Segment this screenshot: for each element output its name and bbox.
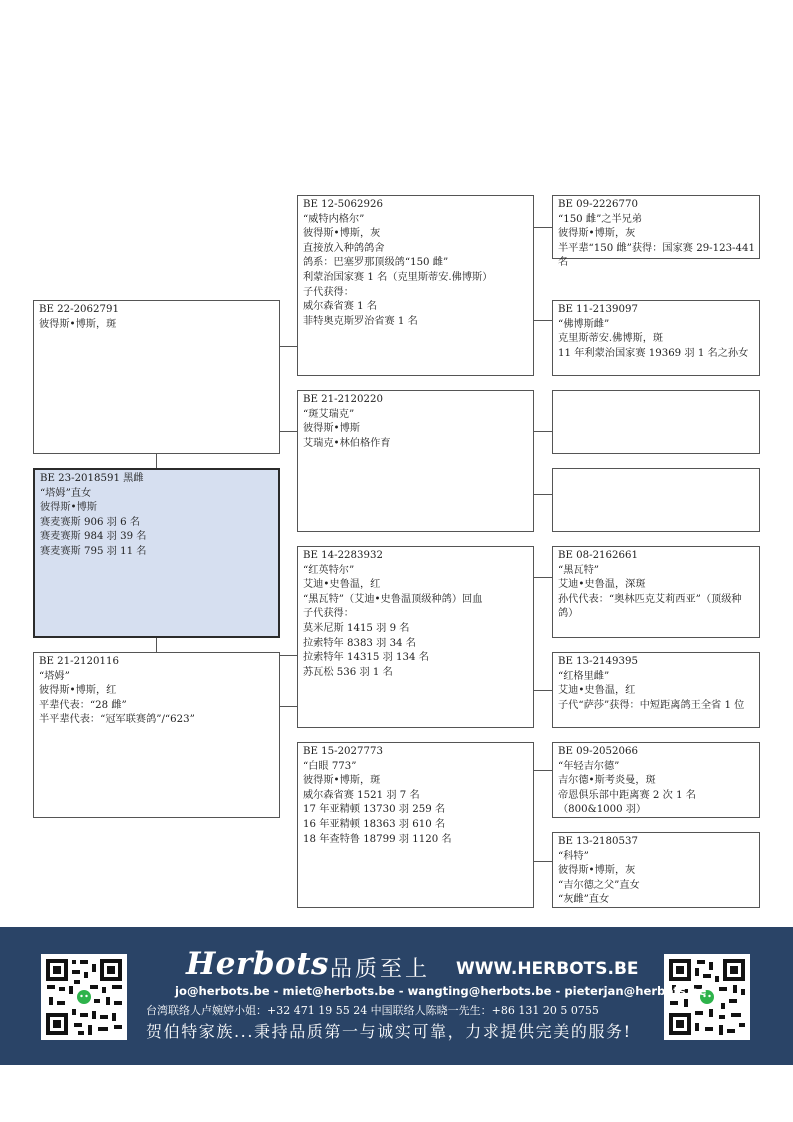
pedigree-line: 18 年查特鲁 18799 羽 1120 名	[303, 833, 452, 845]
brand-logo: Herbots	[186, 946, 329, 982]
connector	[279, 706, 297, 707]
company-motto: 贺伯特家族...秉持品质第一与诚实可靠，力求提供完美的服务!	[146, 1022, 632, 1041]
pedigree-line: BE 09-2226770	[558, 199, 638, 210]
qr-code-left[interactable]	[41, 954, 127, 1040]
connector	[279, 655, 297, 656]
connector	[533, 577, 553, 578]
pedigree-line: BE 22-2062791	[39, 304, 119, 315]
connector	[279, 346, 297, 347]
pedigree-line: “佛博斯雌”	[558, 318, 610, 330]
brand-slogan: 品质至上	[330, 957, 431, 982]
connector	[156, 453, 157, 469]
pedigree-line: 孙代代表：“奥林匹克艾莉西亚”（顶级种鸽）	[558, 593, 742, 620]
connector	[279, 431, 297, 432]
pedigree-line: 子代获得：	[303, 608, 354, 620]
pedigree-line: 半平辈代表：“冠军联赛鸽”/“623”	[39, 714, 195, 726]
pedigree-line: （800&1000 羽）	[558, 804, 647, 816]
pedigree-line: BE 09-2052066	[558, 746, 638, 757]
connector	[533, 770, 553, 771]
pedigree-line: 艾迪•史鲁温，红	[558, 685, 636, 697]
pedigree-line: “塔姆”直女	[40, 487, 92, 499]
pedigree-line: 彼得斯•博斯，灰	[558, 865, 636, 877]
website-link[interactable]: WWW.HERBOTS.BE	[456, 959, 639, 979]
pedigree-line: 17 年亚精顿 13730 羽 259 名	[303, 804, 446, 816]
pedigree-line: “红格里雌”	[558, 670, 610, 682]
pedigree-line: “灰雌”直女	[558, 894, 610, 906]
pedigree-line: 艾瑞克•林伯格作育	[303, 437, 391, 449]
connector	[533, 227, 553, 228]
pedigree-line: 16 年亚精顿 18363 羽 610 名	[303, 818, 446, 830]
connector	[533, 494, 553, 495]
qr-code-graphic	[41, 954, 127, 1040]
pedigree-line: 帝恩俱乐部中距离赛 2 次 1 名	[558, 789, 696, 801]
pedigree-line: “150 雌”之半兄弟	[558, 213, 643, 225]
pedigree-line: 威尔森省赛 1 名	[303, 301, 378, 313]
ancestor-box	[552, 832, 760, 908]
phone-contacts: 台湾联络人卢婉婷小姐：+32 471 19 55 24 中国联络人陈晓一先生：+86 131 20 5 0755	[146, 1004, 599, 1017]
connector	[533, 320, 553, 321]
pedigree-line: “威特内格尔”	[303, 213, 365, 225]
ancestor-box	[552, 300, 760, 376]
pedigree-line: BE 23-2018591 黑雌	[40, 473, 144, 484]
pedigree-line: 11 年利蒙治国家赛 19369 羽 1 名之孙女	[558, 347, 749, 359]
wechat-icon	[77, 990, 91, 1004]
pedigree-line: “斑艾瑞克”	[303, 408, 355, 420]
pedigree-line: 平辈代表：“28 雌”	[39, 699, 127, 711]
ancestor-box	[552, 742, 760, 818]
pedigree-line: 赛麦赛斯 984 羽 39 名	[40, 531, 147, 543]
pedigree-line: 莫米尼斯 1415 羽 9 名	[303, 622, 410, 634]
pedigree-line: 利蒙治国家赛 1 名（克里斯蒂安.佛博斯）	[303, 271, 493, 283]
pedigree-line: BE 21-2120220	[303, 394, 383, 405]
pedigree-line: 拉索特年 8383 羽 34 名	[303, 637, 416, 649]
pedigree-line: 彼得斯•博斯，灰	[558, 228, 636, 240]
ancestor-box-empty	[552, 468, 760, 532]
ancestor-box	[552, 546, 760, 638]
subject-box	[33, 468, 280, 638]
pedigree-line: BE 15-2027773	[303, 746, 383, 757]
pedigree-line: BE 08-2162661	[558, 550, 638, 561]
pedigree-line: 拉索特年 14315 羽 134 名	[303, 652, 429, 664]
pedigree-line: BE 12-5062926	[303, 199, 383, 210]
pedigree-line: 艾迪•史鲁温，红	[303, 579, 381, 591]
connector	[533, 861, 553, 862]
pedigree-line: 克里斯蒂安.佛博斯，斑	[558, 333, 664, 345]
pedigree-line: 半平辈“150 雌”获得：国家赛 29-123-441 名	[558, 242, 755, 269]
pedigree-line: 子代获得：	[303, 286, 354, 298]
ancestor-box	[552, 652, 760, 728]
pedigree-line: “科特”	[558, 850, 589, 862]
pedigree-line: BE 11-2139097	[558, 304, 638, 315]
pedigree-line: 彼得斯•博斯，斑	[39, 318, 117, 330]
pedigree-line: 鸽系：巴塞罗那顶级鸽“150 雌”	[303, 257, 449, 269]
pedigree-line: 吉尔德•斯考炎曼，斑	[558, 775, 656, 787]
connector	[156, 637, 157, 653]
dam-dam-box	[297, 742, 534, 908]
pedigree-line: BE 21-2120116	[39, 656, 119, 667]
pedigree-line: “吉尔德之父”直女	[558, 879, 640, 891]
pedigree-line: 威尔森省赛 1521 羽 7 名	[303, 789, 420, 801]
pedigree-line: “塔姆”	[39, 670, 70, 682]
pedigree-line: BE 13-2180537	[558, 836, 638, 847]
pedigree-line: “黑瓦特”（艾迪•史鲁温顶级种鸽）回血	[303, 593, 483, 605]
pedigree-line: “白眼 773”	[303, 760, 357, 772]
pedigree-line: 彼得斯•博斯，红	[39, 685, 117, 697]
sire-dam-box	[297, 390, 534, 532]
sire-sire-box	[297, 195, 534, 376]
pedigree-line: 子代“萨莎”获得：中短距离鸽王全省 1 位	[558, 699, 745, 711]
ancestor-box-empty	[552, 390, 760, 454]
connector	[533, 690, 553, 691]
pedigree-line: “黑瓦特”	[558, 564, 599, 576]
pedigree-line: 彼得斯•博斯	[303, 423, 360, 435]
pedigree-line: 赛麦赛斯 795 羽 11 名	[40, 545, 147, 557]
email-contacts[interactable]: jo@herbots.be - miet@herbots.be - wangting@herbots.be - pieterjan@herbots.be	[175, 984, 707, 998]
sire-box	[33, 300, 280, 454]
pedigree-line: 艾迪•史鲁温，深斑	[558, 579, 646, 591]
pedigree-line: 赛麦赛斯 906 羽 6 名	[40, 516, 141, 528]
pedigree-line: 苏瓦松 536 羽 1 名	[303, 666, 393, 678]
ancestor-box	[552, 195, 760, 269]
dam-box	[33, 652, 280, 818]
pedigree-line: 直接放入种鸽鸽舍	[303, 242, 385, 254]
pedigree-line: BE 14-2283932	[303, 550, 383, 561]
pedigree-line: 彼得斯•博斯，灰	[303, 228, 381, 240]
dam-sire-box	[297, 546, 534, 728]
pedigree-line: “年轻吉尔德”	[558, 760, 620, 772]
connector	[533, 431, 553, 432]
pedigree-line: BE 13-2149395	[558, 656, 638, 667]
pedigree-line: 彼得斯•博斯	[40, 502, 97, 514]
pedigree-line: 彼得斯•博斯，斑	[303, 775, 381, 787]
pedigree-line: 菲特奥克斯罗治省赛 1 名	[303, 315, 418, 327]
pedigree-line: “红英特尔”	[303, 564, 355, 576]
